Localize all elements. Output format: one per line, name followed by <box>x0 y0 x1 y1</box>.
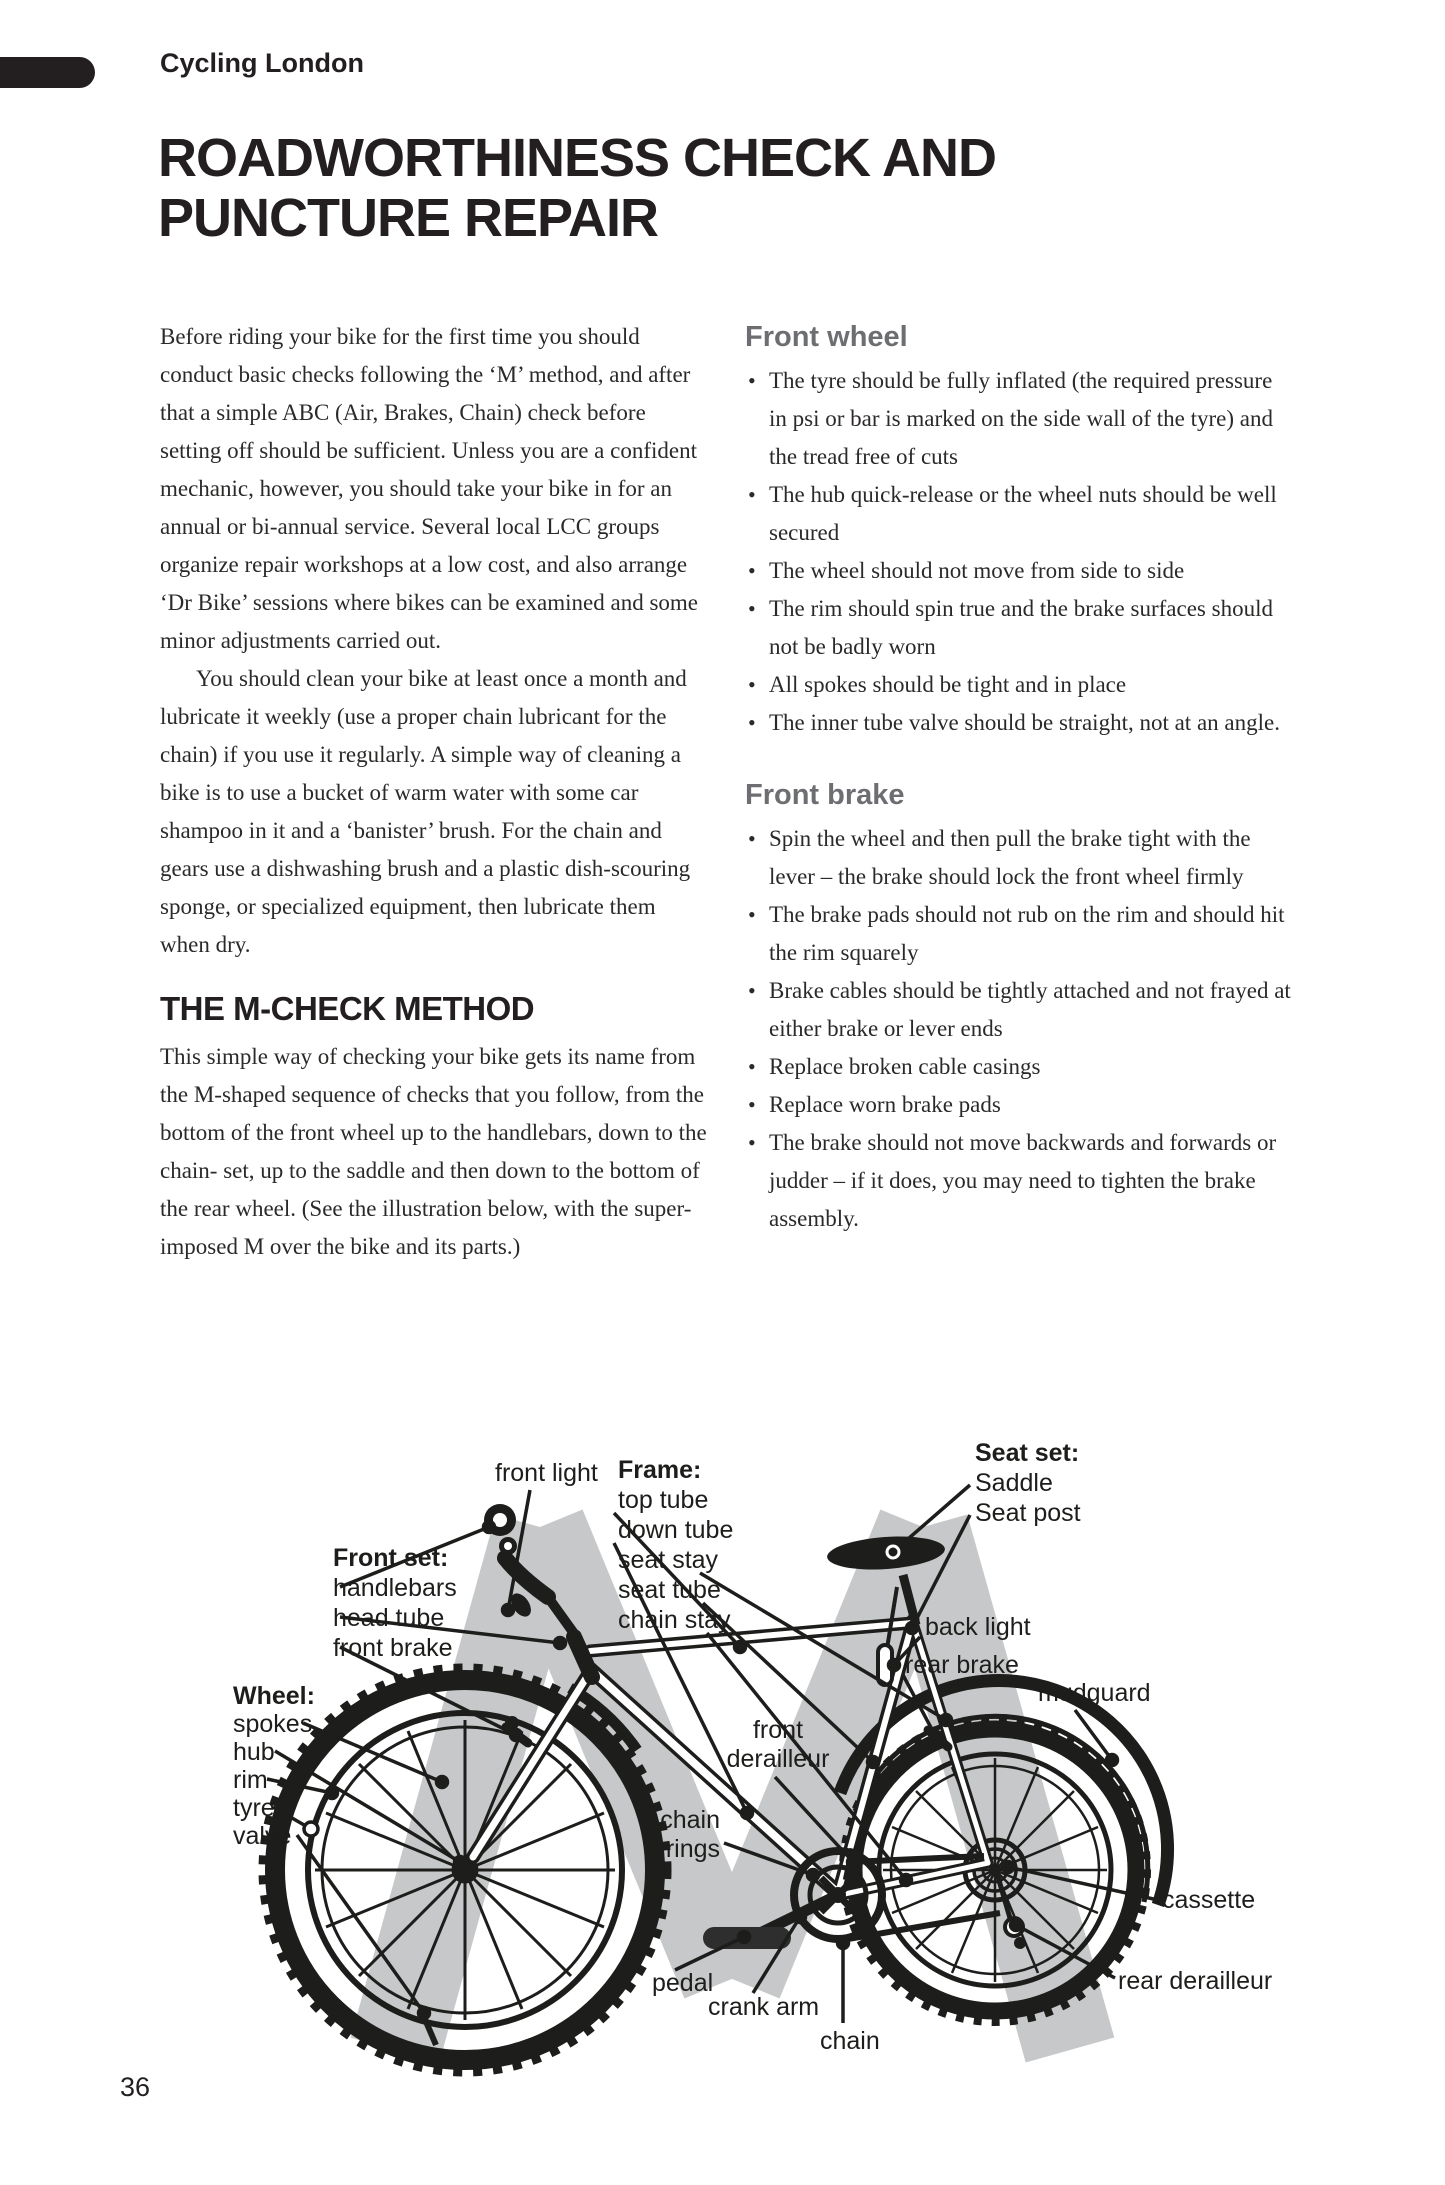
check-item: • The brake should not move backwards and forwards or judder – if it does, you may need to tighten the brake assembly. <box>745 1124 1293 1238</box>
label-front-derailleur: front derailleur <box>726 1716 830 1773</box>
label-back-light: back light <box>925 1613 1031 1641</box>
label-cassette: cassette <box>1162 1886 1256 1914</box>
page-title <box>158 128 996 248</box>
section-header: Cycling London <box>160 48 364 78</box>
front-wheel-heading: Front wheel <box>745 321 908 353</box>
label-chain: chain <box>820 2027 880 2055</box>
label-rear-brake: rear brake <box>905 1651 1019 1679</box>
bike-diagram <box>0 1425 1445 2125</box>
check-item: • Replace broken cable casings <box>745 1048 1293 1086</box>
intro-paragraph: Before riding your bike for the first time you should conduct basic checks following the ‘M’ method, and after that a simple ABC (Air, Brakes, Chain) check before setting off should be sufficient. Unless you are a confident mechanic, however, you should take your bike in for an annual or bi-annual service. Several local LCC groups organize repair workshops at a low cost, and also arrange ‘Dr Bike’ sessions where bikes can be examined and some minor adjustments carried out. <box>160 324 698 653</box>
label-front-set-block <box>333 1543 457 1663</box>
front-brake-heading: Front brake <box>745 779 905 811</box>
mcheck-heading: THE M-CHECK METHOD <box>160 990 535 1027</box>
check-item: • Brake cables should be tightly attached and not frayed at either brake or lever ends <box>745 972 1293 1048</box>
label-mudguard: mudguard <box>1038 1679 1151 1707</box>
check-item: • Replace worn brake pads <box>745 1086 1293 1124</box>
cleaning-paragraph: You should clean your bike at least once a month and lubricate it weekly (use a proper chain lubricant for the chain) if you use it regularly. A simple way of cleaning a bike is to use a bucket of warm water with some car shampoo in it and a ‘banister’ brush. For the chain and gears use a dishwashing brush and a plastic dish-scouring sponge, or specialized equipment, then lubricate them when dry. <box>160 666 691 957</box>
label-wheel-title: Wheel: <box>233 1682 315 1710</box>
label-front-brake: front brake <box>333 1634 453 1662</box>
check-item: • The hub quick-release or the wheel nuts should be well secured <box>745 476 1293 552</box>
label-rear-derailleur: rear derailleur <box>1118 1967 1273 1995</box>
label-chain-stay: chain stay <box>618 1606 731 1634</box>
check-item: • The brake pads should not rub on the rim and should hit the rim squarely <box>745 896 1293 972</box>
label-crank-arm: crank arm <box>708 1993 820 2021</box>
label-head-tube: head tube <box>333 1604 445 1632</box>
label-front-light: front light <box>495 1459 598 1487</box>
front-wheel-checklist <box>745 362 1293 742</box>
label-seat-post: Seat post <box>975 1499 1081 1527</box>
label-spokes: spokes <box>233 1710 313 1738</box>
label-top-tube: top tube <box>618 1486 709 1514</box>
check-item: • Spin the wheel and then pull the brake tight with the lever – the brake should lock the front wheel firmly <box>745 820 1293 896</box>
left-column <box>160 318 708 1266</box>
page-edge-tab <box>0 57 95 88</box>
check-item: • All spokes should be tight and in place <box>745 666 1293 704</box>
label-frame-block <box>618 1455 733 1635</box>
mcheck-paragraph: This simple way of checking your bike gets its name from the M-shaped sequence of checks that you follow, from the bottom of the front wheel up to the handlebars, down to the chain- set, up to the saddle and then down to the bottom of the rear wheel. (See the illustration below, with the super-imposed M over the bike and its parts.) <box>160 1044 707 1259</box>
label-handlebars: handlebars <box>333 1574 457 1602</box>
label-saddle: Saddle <box>975 1469 1053 1497</box>
label-seat-stay: seat stay <box>618 1546 719 1574</box>
label-front-set-title: Front set: <box>333 1544 449 1572</box>
page-number: 36 <box>120 2072 151 2102</box>
label-pedal: pedal <box>652 1969 714 1997</box>
label-valve: valve <box>233 1822 292 1850</box>
label-wheel-block <box>233 1682 315 1850</box>
label-chain-rings: chain rings <box>660 1806 720 1863</box>
check-item: • The rim should spin true and the brake surfaces should not be badly worn <box>745 590 1293 666</box>
label-seat-set-title: Seat set: <box>975 1439 1080 1467</box>
check-item: • The tyre should be fully inflated (the required pressure in psi or bar is marked on the side wall of the tyre) and the tread free of cuts <box>745 362 1293 476</box>
page-title-line1: ROADWORTHINESS CHECK AND <box>158 128 996 188</box>
label-hub: hub <box>233 1738 275 1766</box>
label-rim: rim <box>233 1766 268 1794</box>
label-seat-tube: seat tube <box>618 1576 721 1604</box>
page-title-line2: PUNCTURE REPAIR <box>158 188 659 248</box>
label-seat-set-block <box>975 1438 1081 1528</box>
label-frame-title: Frame: <box>618 1456 702 1484</box>
front-brake-checklist <box>745 820 1293 1238</box>
check-item: • The inner tube valve should be straight, not at an angle. <box>745 704 1293 742</box>
label-down-tube: down tube <box>618 1516 734 1544</box>
right-column <box>745 318 1293 1238</box>
label-tyre: tyre <box>233 1794 275 1822</box>
check-item: • The wheel should not move from side to side <box>745 552 1293 590</box>
